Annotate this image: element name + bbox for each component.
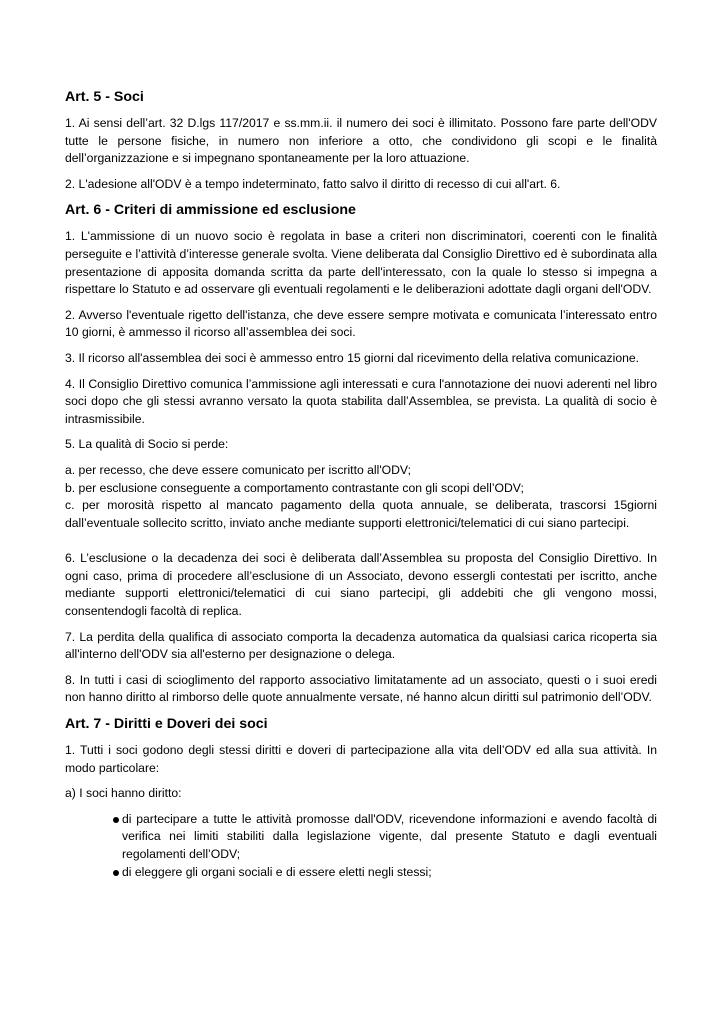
bullet-icon <box>113 817 119 823</box>
article-6-heading: Art. 6 - Criteri di ammissione ed esclusione <box>65 202 356 219</box>
article-7-rights-list <box>65 811 657 881</box>
article-6-paragraph-7: 7. La perdita della qualifica di associato comporta la decadenza automatica da qualsiasi carica ricoperta sia all'interno dell'ODV sia all'esterno per designazione o delega. <box>65 629 657 662</box>
article-6-paragraph-2: 2. Avverso l'eventuale rigetto dell'istanza, che deve essere sempre motivata e comunicata l’interessato entro 10 giorni, è ammesso il ricorso all’assemblea dei soci. <box>65 307 657 340</box>
list-item <box>113 811 657 864</box>
article-6-item-b: b. per esclusione conseguente a comportamento contrastante con gli scopi dell’ODV; <box>65 480 524 495</box>
article-6-paragraph-1: 1. L'ammissione di un nuovo socio è regolata in base a criteri non discriminatori, coerenti con le finalità perseguite e l’attività d’interesse generale svolta. Viene deliberata dal Consiglio Direttivo ed è subordinata alla presentazione di apposita domanda scritta da parte dell'interessato, con la quale lo stesso si impegna a rispettare lo Statuto e ad osservare gli eventuali regolamenti e le deliberazioni adottate dagli organi dell'ODV. <box>65 229 657 297</box>
article-6-paragraph-6: 6. L’esclusione o la decadenza dei soci è deliberata dall’Assemblea su proposta del Consiglio Direttivo. In ogni caso, prima di procedere all’esclusione di un Associato, devono essergli contestati per iscritto, anche mediante supporti elettronici/telematici di cui siano partecipi, gli addebiti che gli vengono mossi, consentendogli facoltà di replica. <box>65 551 657 619</box>
article-5-heading: Art. 5 - Soci <box>65 89 144 105</box>
article-6-paragraph-4: 4. Il Consiglio Direttivo comunica l’ammissione agli interessati e cura l'annotazione dei nuovi aderenti nel libro soci dopo che gli stessi avranno versato la quota stabilita dall’Assemblea, se prevista. La qualità di socio è intrasmissibile. <box>65 376 657 426</box>
article-6-paragraph-5: 5. La qualità di Socio si perde: <box>65 437 229 452</box>
article-6-paragraph-3: 3. Il ricorso all'assemblea dei soci è ammesso entro 15 giorni dal ricevimento della relativa comunicazione. <box>65 350 640 365</box>
article-7-subsection-a: a) I soci hanno diritto: <box>65 786 182 801</box>
list-item-text: di partecipare a tutte le attività promosse dall'ODV, ricevendone informazioni e avendo facoltà di verifica nei limiti stabiliti dalla legislazione vigente, dal presente Statuto e dagli eventuali regolamenti dell’ODV; <box>122 811 657 861</box>
article-5-paragraph-1: 1. Ai sensi dell’art. 32 D.lgs 117/2017 e ss.mm.ii. il numero dei soci è illimitato. Possono fare parte dell'ODV tutte le persone fisiche, in numero non inferiore a otto, che condividono gli scopi e le finalità dell’organizzazione e si impegnano spontaneamente per la loro attuazione. <box>65 116 657 166</box>
list-item-text: di eleggere gli organi sociali e di essere eletti negli stessi; <box>122 864 432 879</box>
list-item <box>113 864 657 882</box>
article-6-paragraph-8: 8. In tutti i casi di scioglimento del rapporto associativo limitatamente ad un associato, questi o i suoi eredi non hanno diritto al rimborso delle quote annualmente versate, né hanno alcun diritti sul patrimonio dell’ODV. <box>65 672 657 705</box>
paragraph-spacer <box>65 540 657 550</box>
article-5-paragraph-2: 2. L'adesione all'ODV è a tempo indeterminato, fatto salvo il diritto di recesso di cui all'art. 6. <box>65 176 561 191</box>
article-7-heading: Art. 7 - Diritti e Doveri dei soci <box>65 716 268 733</box>
article-7-paragraph-1: 1. Tutti i soci godono degli stessi diritti e doveri di partecipazione alla vita dell’ODV ed alla sua attività. In modo particolare: <box>65 743 657 775</box>
article-6-item-c: c. per morosità rispetto al mancato pagamento della quota annuale, se deliberata, trascorsi 15giorni dall’eventuale sollecito scritto, inviato anche mediante supporti elettronici/telematici di cui siano partecipi. <box>65 498 657 530</box>
article-6-item-a: a. per recesso, che deve essere comunicato per iscritto all'ODV; <box>65 462 411 477</box>
document-body <box>65 88 657 881</box>
bullet-icon <box>113 870 119 876</box>
